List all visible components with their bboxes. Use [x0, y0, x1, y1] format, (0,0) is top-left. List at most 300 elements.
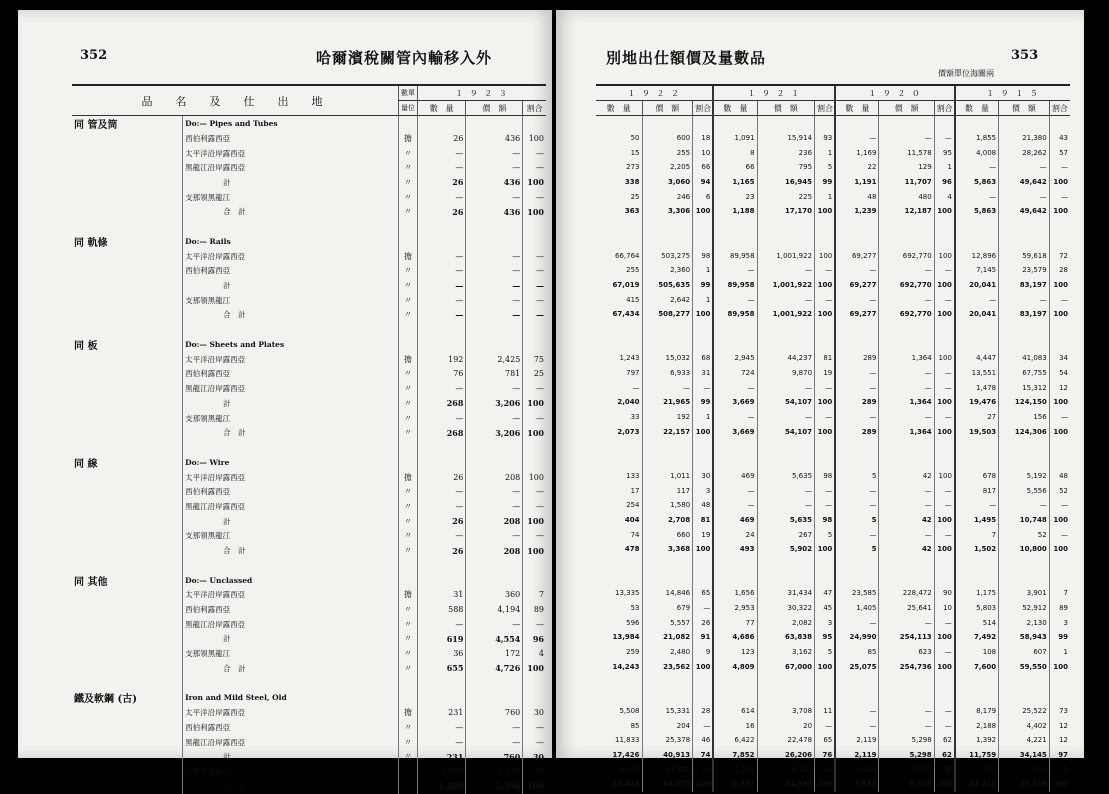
table-row: [72, 219, 546, 234]
table-row: [72, 749, 546, 764]
row-ratio: 100: [523, 470, 546, 485]
ratio-header: 割合: [523, 101, 546, 116]
row-description: 計: [183, 514, 399, 529]
row-quantity: 25,075: [835, 659, 879, 674]
row-value: [999, 116, 1050, 131]
value-header: 價 額: [642, 101, 693, 116]
row-value: 192: [642, 410, 693, 425]
row-ratio: [523, 558, 546, 573]
row-quantity: [835, 674, 879, 689]
row-ratio: —: [934, 410, 955, 425]
row-ratio: [934, 571, 955, 586]
table-row: [72, 249, 546, 264]
row-value: 14,846: [642, 586, 693, 601]
row-value: 208: [466, 514, 523, 529]
table-row: [596, 292, 1070, 307]
row-description: [183, 440, 399, 455]
row-value: [466, 690, 523, 705]
row-value: 25,522: [999, 704, 1050, 719]
row-description: Do:— Pipes and Tubes: [183, 116, 399, 132]
row-value: 4,402: [999, 718, 1050, 733]
row-ratio: —: [1049, 160, 1070, 175]
row-description: 合 計: [183, 661, 399, 676]
row-value: —: [757, 498, 815, 513]
row-quantity: 817: [955, 483, 999, 498]
value-header: 價 額: [466, 101, 523, 116]
row-ratio: 9: [693, 645, 714, 660]
row-ratio: 90: [934, 586, 955, 601]
row-value: 42: [879, 513, 934, 528]
row-description: 西伯利露西亞: [183, 264, 399, 279]
table-row: [72, 381, 546, 396]
row-value: 607: [999, 645, 1050, 660]
row-value: —: [879, 527, 934, 542]
table-row: [72, 367, 546, 382]
row-unit: 〃: [399, 661, 418, 676]
row-ratio: 95: [934, 145, 955, 160]
row-category: [72, 558, 183, 573]
row-ratio: 96: [523, 632, 546, 647]
row-ratio: 1: [934, 160, 955, 175]
row-value: —: [466, 146, 523, 161]
row-unit: 〃: [399, 720, 418, 735]
row-quantity: 7,492: [955, 630, 999, 645]
row-ratio: [934, 116, 955, 131]
row-value: 692,770: [879, 248, 934, 263]
row-quantity: 5: [835, 513, 879, 528]
row-ratio: [693, 571, 714, 586]
row-quantity: —: [417, 146, 465, 161]
row-value: 15,312: [999, 380, 1050, 395]
row-quantity: 11,759: [955, 748, 999, 763]
row-value: 52,912: [999, 601, 1050, 616]
row-ratio: 100: [523, 131, 546, 146]
row-ratio: 100: [1049, 513, 1070, 528]
row-category: [72, 749, 183, 764]
row-ratio: —: [523, 381, 546, 396]
row-ratio: —: [934, 498, 955, 513]
row-ratio: —: [1049, 527, 1070, 542]
row-ratio: —: [523, 146, 546, 161]
row-ratio: 30: [523, 749, 546, 764]
row-quantity: 493: [713, 542, 757, 557]
row-quantity: 5,803: [955, 601, 999, 616]
table-row: [596, 278, 1070, 293]
row-ratio: 98: [815, 513, 836, 528]
row-value: —: [757, 263, 815, 278]
row-category: [72, 543, 183, 558]
row-value: 11,578: [879, 145, 934, 160]
row-ratio: 96: [934, 175, 955, 190]
row-quantity: [955, 557, 999, 572]
row-value: [642, 454, 693, 469]
row-quantity: [417, 219, 465, 234]
row-value: 34,145: [999, 748, 1050, 763]
row-value: 34,393: [757, 777, 815, 792]
row-value: 26,206: [757, 748, 815, 763]
row-ratio: [815, 336, 836, 351]
row-quantity: 76: [417, 367, 465, 382]
row-description: 合 計: [183, 308, 399, 323]
row-ratio: [1049, 439, 1070, 454]
row-ratio: 100: [815, 278, 836, 293]
row-value: —: [466, 720, 523, 735]
row-category: [72, 661, 183, 676]
row-quantity: 24,990: [835, 630, 879, 645]
row-quantity: [417, 116, 465, 132]
row-value: —: [466, 411, 523, 426]
row-ratio: 100: [934, 307, 955, 322]
row-quantity: 1,239: [835, 204, 879, 219]
row-value: [879, 322, 934, 337]
row-category: [72, 705, 183, 720]
row-ratio: 100: [1049, 777, 1070, 792]
row-quantity: [713, 322, 757, 337]
row-unit: 〃: [399, 146, 418, 161]
row-value: [642, 439, 693, 454]
row-value: 623: [879, 645, 934, 660]
row-value: [466, 116, 523, 132]
row-quantity: 53: [630, 604, 640, 613]
row-value: 30,322: [757, 601, 815, 616]
row-value: 208: [466, 543, 523, 558]
row-value: 59,618: [999, 248, 1050, 263]
year-1915-header: １ ９ １ ５: [955, 85, 1070, 101]
row-quantity: [955, 454, 999, 469]
table-row: [596, 424, 1070, 439]
row-value: 760: [466, 705, 523, 720]
row-value: 17,170: [757, 204, 815, 219]
row-quantity: [417, 558, 465, 573]
row-quantity: 268: [417, 396, 465, 411]
row-quantity: 66,764: [615, 251, 640, 260]
row-ratio: 100: [815, 777, 836, 792]
row-description: 西伯利露西亞: [183, 720, 399, 735]
row-value: [757, 336, 815, 351]
row-value: 124,150: [999, 395, 1050, 410]
row-description: 太平洋沿岸露西亞: [183, 705, 399, 720]
table-row: [596, 659, 1070, 674]
row-ratio: 5: [815, 645, 836, 660]
row-ratio: 89: [523, 602, 546, 617]
row-value: —: [999, 292, 1050, 307]
row-quantity: [955, 336, 999, 351]
row-unit: 〃: [399, 735, 418, 750]
row-quantity: [596, 689, 642, 704]
row-value: —: [879, 615, 934, 630]
table-row: [596, 674, 1070, 689]
row-quantity: 24: [713, 527, 757, 542]
row-ratio: 62: [934, 733, 955, 748]
row-value: —: [466, 308, 523, 323]
table-row: [72, 529, 546, 544]
row-ratio: 74: [693, 748, 714, 763]
row-category: [72, 602, 183, 617]
table-row: [596, 777, 1070, 792]
row-quantity: [955, 689, 999, 704]
row-ratio: 100: [693, 424, 714, 439]
row-value: 4,221: [999, 733, 1050, 748]
row-quantity: [596, 571, 642, 586]
row-ratio: [815, 689, 836, 704]
row-quantity: 69,277: [835, 307, 879, 322]
table-row: [72, 676, 546, 691]
row-ratio: 34: [1049, 351, 1070, 366]
row-category: [72, 529, 183, 544]
row-value: [642, 674, 693, 689]
row-ratio: —: [934, 263, 955, 278]
value-header: 價 額: [879, 101, 934, 116]
row-ratio: [1049, 336, 1070, 351]
row-unit: [399, 573, 418, 588]
row-quantity: 31: [417, 588, 465, 603]
row-quantity: 67,434: [612, 310, 640, 319]
row-quantity: [596, 234, 642, 249]
row-value: [999, 234, 1050, 249]
row-ratio: [523, 219, 546, 234]
row-description: [183, 219, 399, 234]
row-value: [642, 336, 693, 351]
row-ratio: —: [934, 483, 955, 498]
row-value: [466, 440, 523, 455]
row-category: 同 線: [74, 458, 98, 470]
row-quantity: 797: [626, 369, 640, 378]
row-category: 同 軌條: [74, 237, 108, 249]
row-value: [879, 336, 934, 351]
row-category: [72, 396, 183, 411]
table-row: [596, 498, 1070, 513]
row-category: 同 管及筒: [74, 120, 118, 131]
row-description: Do:— Rails: [183, 234, 399, 249]
row-quantity: 26: [417, 204, 465, 219]
table-row: [596, 234, 1070, 249]
row-category: [72, 308, 183, 323]
row-quantity: 4,008: [955, 145, 999, 160]
row-value: 9,870: [757, 366, 815, 381]
row-value: 23,579: [999, 263, 1050, 278]
row-category: [72, 764, 183, 779]
row-description: 支那領黑龍江: [183, 190, 399, 205]
table-row: [72, 720, 546, 735]
row-ratio: —: [693, 718, 714, 733]
row-quantity: 469: [713, 513, 757, 528]
row-category: [72, 617, 183, 632]
row-quantity: [596, 454, 642, 469]
row-ratio: [693, 557, 714, 572]
row-value: 3,206: [466, 396, 523, 411]
row-ratio: 81: [815, 351, 836, 366]
row-value: 600: [642, 131, 693, 146]
row-value: 124,306: [999, 424, 1050, 439]
row-quantity: [417, 573, 465, 588]
row-value: 1,001,922: [757, 307, 815, 322]
row-quantity: 19,503: [955, 424, 999, 439]
row-value: 254,113: [879, 630, 934, 645]
row-value: 254,736: [879, 659, 934, 674]
table-row: [72, 425, 546, 440]
row-quantity: 27: [955, 410, 999, 425]
table-row: [596, 322, 1070, 337]
row-ratio: 28: [693, 704, 714, 719]
row-category: [72, 175, 183, 190]
row-quantity: 254: [626, 501, 640, 510]
row-value: [466, 322, 523, 337]
row-quantity: —: [417, 499, 465, 514]
row-value: [642, 219, 693, 234]
row-ratio: 1: [815, 145, 836, 160]
row-ratio: 6: [693, 189, 714, 204]
row-ratio: 100: [523, 543, 546, 558]
row-quantity: 1,188: [713, 204, 757, 219]
row-quantity: 13,335: [615, 589, 640, 598]
row-value: 11,707: [879, 175, 934, 190]
row-ratio: [934, 336, 955, 351]
row-ratio: [523, 116, 546, 132]
row-quantity: 25: [630, 192, 640, 201]
row-ratio: [934, 674, 955, 689]
row-ratio: —: [1049, 292, 1070, 307]
row-value: 760: [466, 749, 523, 764]
row-quantity: 22: [835, 160, 879, 175]
row-ratio: 100: [1049, 204, 1070, 219]
ratio-header: 割合: [693, 101, 714, 116]
row-ratio: —: [523, 190, 546, 205]
row-ratio: 48: [693, 498, 714, 513]
row-category: [72, 470, 183, 485]
row-ratio: [815, 116, 836, 131]
row-ratio: 100: [815, 395, 836, 410]
row-unit: 〃: [399, 617, 418, 632]
row-ratio: 100: [693, 542, 714, 557]
row-value: —: [879, 718, 934, 733]
row-value: [757, 439, 815, 454]
row-quantity: 1,175: [955, 586, 999, 601]
ratio-header: 割合: [815, 101, 836, 116]
row-value: —: [757, 410, 815, 425]
table-row: [596, 189, 1070, 204]
row-quantity: 1,495: [955, 513, 999, 528]
row-value: 5,298: [879, 733, 934, 748]
row-unit: 〃: [399, 160, 418, 175]
table-row: [596, 395, 1070, 410]
row-ratio: —: [934, 615, 955, 630]
row-ratio: [523, 573, 546, 588]
table-row: [596, 557, 1070, 572]
row-unit: 〃: [399, 293, 418, 308]
row-ratio: 94: [693, 175, 714, 190]
row-ratio: 68: [693, 351, 714, 366]
row-quantity: [596, 557, 642, 572]
row-ratio: 48: [1049, 469, 1070, 484]
row-ratio: —: [523, 278, 546, 293]
row-description: Iron and Mild Steel, Old: [183, 690, 399, 705]
row-ratio: —: [934, 366, 955, 381]
row-quantity: —: [713, 292, 757, 307]
row-quantity: [835, 116, 879, 131]
table-row: [596, 689, 1070, 704]
row-description: 支那領黑龍江: [183, 293, 399, 308]
row-quantity: 85: [835, 645, 879, 660]
table-row: [72, 116, 546, 132]
row-value: [757, 322, 815, 337]
row-quantity: [596, 219, 642, 234]
row-value: [757, 689, 815, 704]
row-quantity: [596, 336, 642, 351]
row-ratio: 62: [934, 748, 955, 763]
table-row: [72, 190, 546, 205]
row-value: 10,748: [999, 513, 1050, 528]
row-quantity: 89,958: [713, 278, 757, 293]
row-category: 同 其他: [74, 576, 108, 588]
row-value: 10,800: [999, 542, 1050, 557]
row-ratio: 100: [934, 542, 955, 557]
row-value: 42: [879, 542, 934, 557]
row-quantity: 23: [713, 189, 757, 204]
row-ratio: [523, 337, 546, 352]
row-ratio: 100: [523, 396, 546, 411]
row-unit: 〃: [399, 632, 418, 647]
table-row: [72, 440, 546, 455]
row-value: [642, 234, 693, 249]
row-quantity: [713, 689, 757, 704]
row-value: —: [466, 617, 523, 632]
row-value: [999, 439, 1050, 454]
row-quantity: —: [835, 131, 879, 146]
table-row: [72, 160, 546, 175]
table-row: [596, 733, 1070, 748]
ratio-header: 割合: [1049, 101, 1070, 116]
table-row: [596, 527, 1070, 542]
row-unit: 〃: [399, 779, 418, 794]
row-unit: [399, 219, 418, 234]
row-ratio: 100: [693, 204, 714, 219]
row-quantity: —: [835, 615, 879, 630]
row-value: [642, 557, 693, 572]
row-quantity: [955, 439, 999, 454]
row-description: [183, 558, 399, 573]
row-quantity: [417, 455, 465, 470]
row-value: 2,480: [642, 645, 693, 660]
row-ratio: 72: [1049, 248, 1070, 263]
row-unit: [399, 116, 418, 132]
row-quantity: 2,339: [713, 762, 757, 777]
row-quantity: 1,288: [417, 779, 465, 794]
row-quantity: —: [955, 498, 999, 513]
row-category: [72, 632, 183, 647]
row-value: 508,277: [642, 307, 693, 322]
row-ratio: [934, 454, 955, 469]
row-ratio: 100: [934, 278, 955, 293]
row-value: [999, 322, 1050, 337]
table-row: [72, 764, 546, 779]
row-ratio: 100: [934, 513, 955, 528]
row-ratio: —: [523, 160, 546, 175]
row-ratio: —: [934, 527, 955, 542]
row-ratio: 46: [693, 733, 714, 748]
row-value: —: [999, 189, 1050, 204]
row-category: [72, 204, 183, 219]
row-quantity: 2,188: [955, 718, 999, 733]
table-row: [596, 351, 1070, 366]
table-row: [72, 455, 546, 470]
row-value: 1,001,922: [757, 248, 815, 263]
row-ratio: 45: [815, 601, 836, 616]
row-quantity: [713, 454, 757, 469]
row-value: 8,833: [879, 777, 934, 792]
row-unit: 〃: [399, 764, 418, 779]
left-data-table: [72, 84, 546, 794]
row-category: 鐵及軟鋼 (古): [74, 694, 137, 706]
